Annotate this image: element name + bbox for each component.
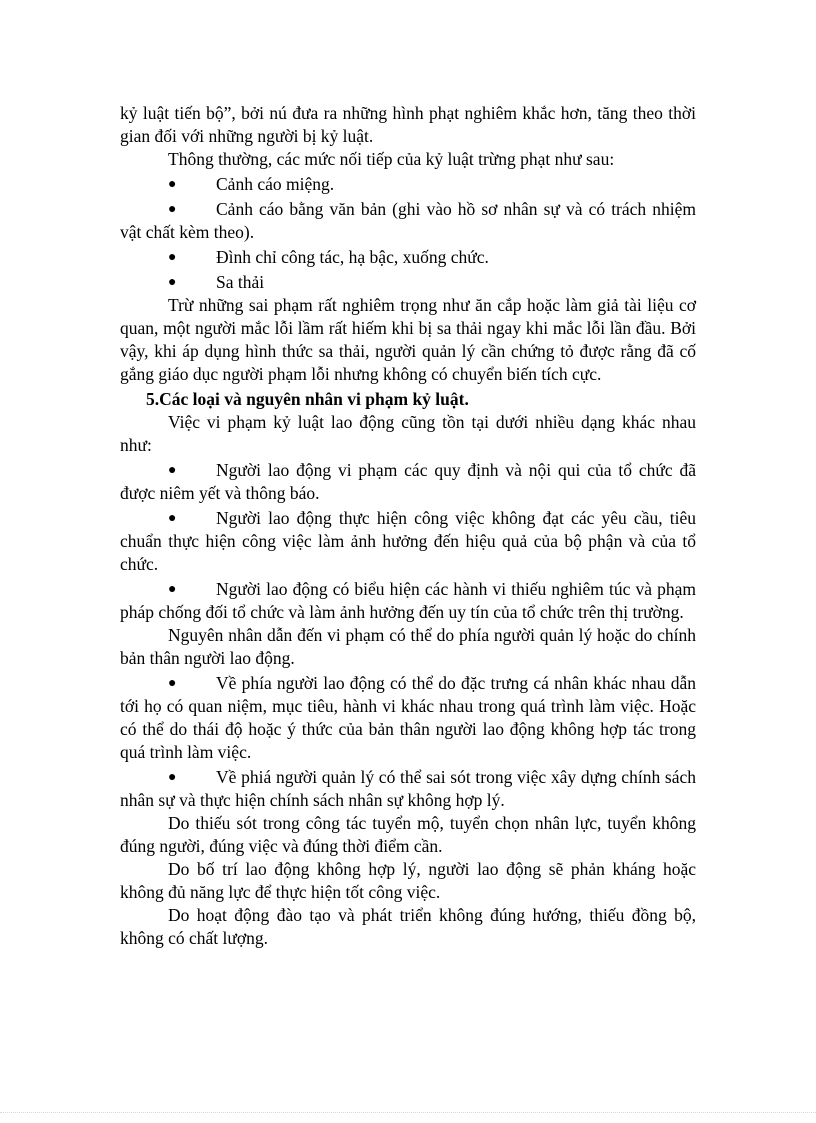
bullet-icon: ● — [168, 202, 177, 217]
bullet-icon: ● — [168, 463, 177, 478]
bullet-icon: ● — [168, 770, 177, 785]
paragraph: Trừ những sai phạm rất nghiêm trọng như ăn cắp hoặc làm giả tài liệu cơ quan, một người mắc lỗi lầm rất hiếm khi bị sa thải ngay khi mắc lỗi lần đầu. Bởi vậy, khi áp dụng hình thức sa thải, người quản lý cần chứng tỏ được rằng đã cố gắng giáo dục người phạm lỗi nhưng không có chuyển biến tích cực. — [120, 295, 696, 384]
paragraph: Do bố trí lao động không hợp lý, người lao động sẽ phản kháng hoặc không đủ năng lực để thực hiện tốt công việc. — [120, 859, 696, 902]
list-item — [120, 507, 696, 576]
paragraph: Do thiếu sót trong công tác tuyển mộ, tuyển chọn nhân lực, tuyển không đúng người, đúng việc và đúng thời điểm cần. — [120, 813, 696, 856]
list-item-text: Người lao động có biểu hiện các hành vi thiếu nghiêm túc và phạm pháp chống đối tổ chức và làm ảnh hưởng đến uy tín của tổ chức trên thị trường. — [120, 579, 696, 622]
list-item-text: Đình chỉ công tác, hạ bậc, xuống chức. — [216, 247, 489, 267]
bullet-icon: ● — [168, 177, 177, 192]
list-item-text: Người lao động thực hiện công việc không đạt các yêu cầu, tiêu chuẩn thực hiện công việc làm ảnh hưởng đến hiệu quả của bộ phận và của tổ chức. — [120, 508, 696, 574]
list-item-text: Cảnh cáo miệng. — [216, 174, 335, 194]
document-page — [120, 102, 696, 950]
list-item-text: Về phiá người quản lý có thể sai sót trong việc xây dựng chính sách nhân sự và thực hiện chính sách nhân sự không hợp lý. — [120, 767, 696, 810]
paragraph: Thông thường, các mức nối tiếp của kỷ luật trừng phạt như sau: — [168, 149, 615, 169]
list-item — [120, 459, 696, 505]
paragraph: kỷ luật tiến bộ”, bởi nú đưa ra những hình phạt nghiêm khắc hơn, tăng theo thời gian đối với những người bị kỷ luật. — [120, 103, 696, 146]
page-bottom-border — [0, 1112, 816, 1113]
paragraph: Nguyên nhân dẫn đến vi phạm có thể do phía người quản lý hoặc do chính bản thân người lao động. — [120, 625, 696, 668]
section-heading: 5.Các loại và nguyên nhân vi phạm kỷ luật. — [146, 389, 469, 409]
list-item-text: Về phía người lao động có thể do đặc trưng cá nhân khác nhau dẫn tới họ có quan niệm, mục tiêu, hành vi khác nhau trong quá trình làm việc. Hoặc có thể do thái độ hoặc ý thức của bản thân người lao động không hợp tác trong quá trình làm việc. — [120, 673, 696, 762]
paragraph: Do hoạt động đào tạo và phát triển không đúng hướng, thiếu đồng bộ, không có chất lượng. — [120, 905, 696, 948]
list-item-text: Người lao động vi phạm các quy định và nội qui của tổ chức đã được niêm yết và thông báo. — [120, 460, 696, 503]
bullet-icon: ● — [168, 275, 177, 290]
list-item — [120, 198, 696, 244]
paragraph: Việc vi phạm kỷ luật lao động cũng tồn tại dưới nhiều dạng khác nhau như: — [120, 412, 696, 455]
bullet-icon: ● — [168, 676, 177, 691]
list-item-text: Cảnh cáo bằng văn bản (ghi vào hồ sơ nhân sự và có trách nhiệm vật chất kèm theo). — [120, 199, 696, 242]
bullet-icon: ● — [168, 511, 177, 526]
bullet-icon: ● — [168, 582, 177, 597]
list-item — [120, 672, 696, 764]
list-item — [120, 766, 696, 812]
list-item-text: Sa thải — [216, 272, 265, 292]
list-item — [120, 173, 696, 196]
list-item — [120, 578, 696, 624]
list-item — [120, 246, 696, 269]
list-item — [120, 271, 696, 294]
bullet-icon: ● — [168, 250, 177, 265]
